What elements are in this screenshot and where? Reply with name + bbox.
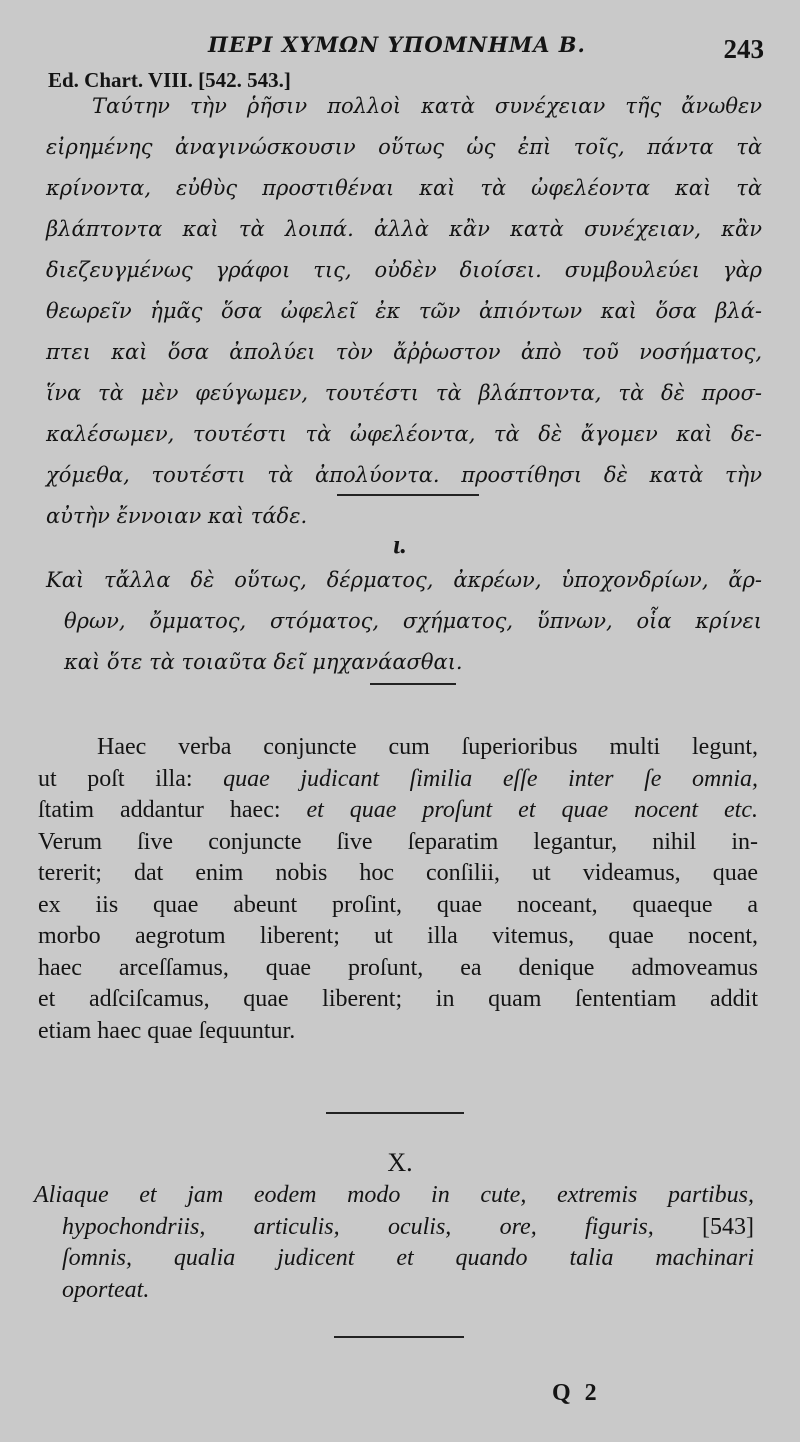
latin-commentary-line (38, 858, 758, 890)
latin-commentary-line (38, 764, 758, 796)
greek-aphorism-line: Καὶ τἄλλα δὲ οὕτως, δέρματος, ἀκρέων, ὑποχονδρίων, ἄρ- (46, 568, 762, 592)
section-divider (326, 1112, 464, 1114)
section-divider (337, 494, 479, 496)
latin-commentary-line (38, 732, 758, 764)
signature-mark: Q 2 (552, 1380, 601, 1406)
latin-commentary-line (38, 827, 758, 859)
latin-text: tererit; dat enim nobis hoc conſilii, ut videamus, quae (38, 860, 758, 886)
latin-text: ut poſt illa: (38, 765, 224, 792)
running-head (0, 32, 800, 62)
latin-quotation: et quae proſunt et quae nocent etc. (306, 797, 758, 823)
greek-commentary-line: εἰρημένης ἀναγινώσκουσιν οὕτως ὡς ἐπὶ τοῖς, πάντα τὰ (46, 135, 762, 159)
greek-commentary-line: κρίνοντα, εὐθὺς προστιθέναι καὶ τὰ ὠφελέοντα καὶ τὰ (46, 176, 762, 200)
latin-quotation: quae judicant ſimilia eſſe inter ſe omnia, (223, 765, 758, 792)
latin-aphorism-text: ſomnis, qualia judicent et quando talia machinari (62, 1245, 754, 1271)
latin-text: Verum ſive conjuncte ſive ſeparatim legantur, nihil in- (38, 828, 758, 855)
greek-commentary-line: Ταύτην τὴν ῥῆσιν πολλοὶ κατὰ συνέχειαν τῆς ἄνωθεν (92, 94, 762, 118)
latin-commentary-line (38, 984, 758, 1016)
latin-aphorism-line (34, 1243, 754, 1275)
greek-commentary-line: χόμεθα, τουτέστι τὰ ἀπολύοντα. προστίθησι δὲ κατὰ τὴν (46, 463, 762, 487)
latin-aphorism-line (34, 1275, 754, 1307)
edition-reference: Ed. Chart. VIII. [542. 543.] (48, 68, 291, 92)
latin-commentary-line (38, 953, 758, 985)
latin-text: ex iis quae abeunt proſint, quae noceant, quaeque a (38, 891, 758, 918)
edition-page-marker: [543] (702, 1213, 754, 1240)
latin-text: etiam haec quae ſequuntur. (38, 1017, 296, 1044)
latin-text: Haec verba conjuncte cum ſuperioribus multi legunt, (97, 734, 758, 760)
latin-aphorism-text: Aliaque et jam eodem modo in cute, extremis partibus, (34, 1182, 754, 1208)
greek-commentary-line: καλέσωμεν, τουτέστι τὰ ὠφελέοντα, τὰ δὲ ἄγομεν καὶ δε- (46, 422, 762, 446)
greek-commentary-line: θεωρεῖν ἡμᾶς ὅσα ὠφελεῖ ἐκ τῶν ἀπιόντων καὶ ὅσα βλά- (46, 299, 762, 323)
greek-commentary-line: βλάπτοντα καὶ τὰ λοιπά. ἀλλὰ κἂν κατὰ συνέχειαν, κἂν (46, 217, 762, 241)
page-number: 243 (723, 34, 764, 64)
latin-aphorism (34, 1180, 754, 1306)
greek-commentary-line: ἵνα τὰ μὲν φεύγωμεν, τουτέστι τὰ βλάπτοντα, τὰ δὲ προσ- (46, 381, 762, 405)
greek-aphorism (46, 560, 762, 683)
greek-commentary-line: αὐτὴν ἔννοιαν καὶ τάδε. (46, 504, 308, 528)
latin-text: et adſciſcamus, quae liberent; in quam ſententiam addit (38, 986, 758, 1012)
greek-commentary-line: πτει καὶ ὅσα ἀπολύει τὸν ἄῤῥωστον ἀπὸ τοῦ νοσήματος, (46, 340, 762, 364)
latin-commentary (38, 732, 758, 1047)
latin-commentary-line (38, 890, 758, 922)
greek-aphorism-line: καὶ ὅτε τὰ τοιαῦτα δεῖ μηχανάασθαι. (64, 650, 463, 674)
latin-aphorism-line (34, 1180, 754, 1212)
latin-text: morbo aegrotum liberent; ut illa vitemus, quae nocent, (38, 923, 758, 949)
latin-section-number: X. (387, 1148, 413, 1177)
greek-commentary-line: διεζευγμένως γράφοι τις, οὐδὲν διοίσει. συμβουλεύει γὰρ (46, 258, 762, 282)
latin-text: haec arceſſamus, quae proſunt, ea denique admoveamus (38, 954, 758, 981)
latin-aphorism-text: oporteat. (62, 1276, 150, 1303)
latin-commentary-line (38, 1016, 758, 1048)
latin-commentary-line (38, 795, 758, 827)
greek-aphorism-line: θρων, ὄμματος, στόματος, σχήματος, ὕπνων, οἷα κρίνει (64, 609, 762, 633)
section-divider (334, 1336, 464, 1338)
latin-aphorism-line (34, 1212, 754, 1244)
greek-commentary (46, 86, 762, 537)
running-title: ΠΕΡΙ ΧΥΜΩΝ ΥΠΟΜΝΗΜΑ Β. (208, 32, 586, 57)
greek-section-number: ι. (393, 530, 407, 559)
latin-aphorism-text: hypochondriis, articulis, oculis, ore, figuris, (62, 1213, 703, 1240)
section-divider (370, 683, 456, 685)
latin-text: ſtatim addantur haec: (38, 797, 307, 823)
latin-commentary-line (38, 921, 758, 953)
